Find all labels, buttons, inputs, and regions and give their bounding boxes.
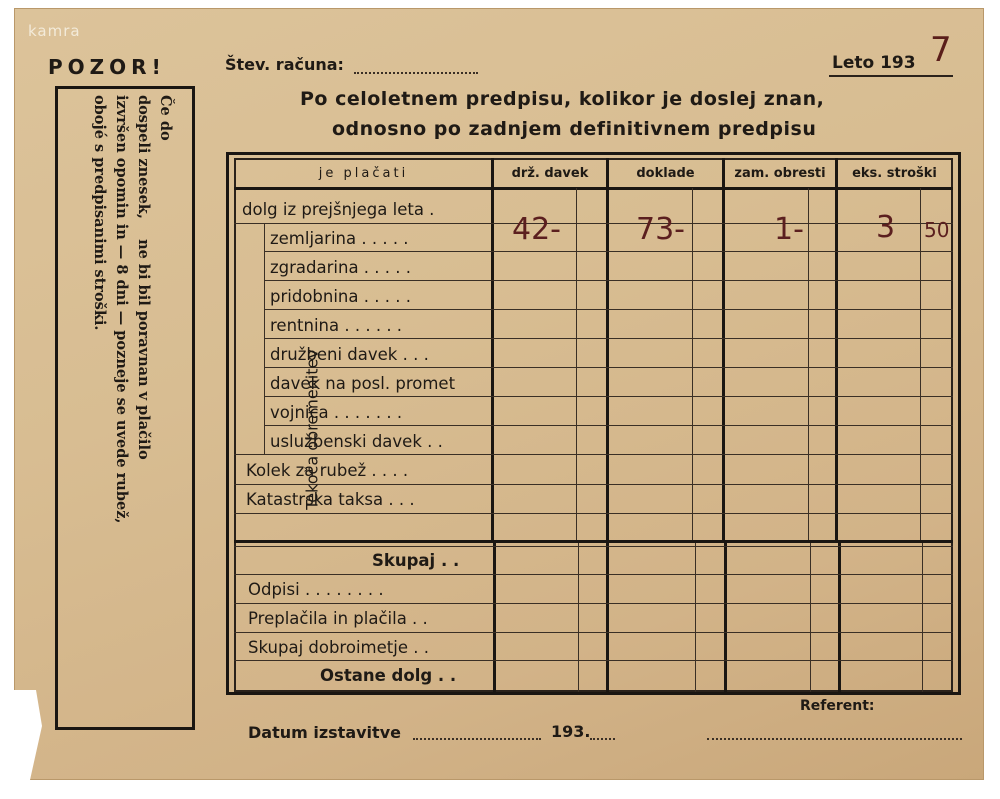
account-number-label: Štev. računa: [225,55,344,74]
col-header-doklade: doklade [636,166,695,181]
watermark-text: kamra [28,22,81,40]
row-rule [264,280,953,281]
row-rule [234,454,953,455]
column-divider [838,540,841,692]
col-header-je-placati: je plačati [318,166,409,181]
row-rule [234,513,953,514]
row-rule [264,251,953,252]
year-label: Leto 193 [832,53,916,73]
cents-divider [578,540,579,692]
issue-date-field[interactable] [413,738,541,740]
row-rule [264,425,953,426]
row-rule [234,546,953,547]
form-title-line1: Po celoletnem predpisu, kolikor je doslej znan, [300,88,825,110]
warning-title: POZOR! [48,55,166,79]
year-underline [829,75,953,77]
column-divider [491,158,494,540]
issue-date-label: Datum izstavitve [248,723,401,742]
row-rule [234,660,953,661]
referent-label: Referent: [800,698,875,714]
form-title-line2: odnosno po zadnjem definitivnem predpisu [332,118,817,140]
row-rentnina: rentnina . . . . . . [270,316,403,335]
row-usluzbenski-davek: uslužbenski davek . . [270,432,443,451]
handwritten-zam-obresti: 1- [774,212,804,247]
warning-text [88,95,176,725]
row-rule [234,603,953,604]
row-zemljarina: zemljarina . . . . . [270,229,409,248]
column-divider [722,158,725,540]
warning-box [55,86,195,730]
row-pridobnina: pridobnina . . . . . [270,287,411,306]
handwritten-eks-stroski-cents: 50 [924,218,950,242]
row-vojnica: vojnica . . . . . . . [270,403,403,422]
warning-line: obojé s predpisanimi stroški. [91,95,108,331]
row-rule [264,309,953,310]
handwritten-doklade: 73- [636,212,685,247]
row-druzbeni-davek: družbeni davek . . . [270,345,429,364]
issue-year-prefix: 193. [551,722,591,741]
row-zgradarina: zgradarina . . . . . [270,258,411,277]
handwritten-eks-stroski: 3 [876,210,896,245]
column-divider [724,540,727,692]
cents-divider [810,540,811,692]
account-number-field[interactable] [354,72,478,74]
handwritten-drz-davek: 42- [512,212,561,247]
cents-divider [808,188,809,540]
row-skupaj-dobroimetje: Skupaj dobroimetje . . [248,638,429,657]
row-skupaj: Skupaj . . [372,551,460,570]
issue-year-field[interactable] [590,738,615,740]
row-davek-posl-promet: davek na posl. promet [270,374,456,393]
row-rule [234,632,953,633]
row-rule [234,223,953,224]
row-rule [234,484,953,485]
warning-line: Če do [157,95,174,141]
column-divider [606,158,609,540]
row-ostane-dolg: Ostane dolg . . [320,666,457,685]
warning-line: izvršen opomin in — 8 dni — pozneje se uvede rubež, [113,95,130,524]
group-divider [264,224,265,454]
cents-divider [920,188,921,540]
row-rule [264,367,953,368]
row-rule [264,396,953,397]
column-divider [835,158,838,540]
row-preplacila: Preplačila in plačila . . [248,609,428,628]
row-odpisi: Odpisi . . . . . . . . [248,580,384,599]
row-prior-debt: dolg iz prejšnjega leta . [242,200,435,219]
column-divider [493,540,496,692]
row-kolek-za-rubez: Kolek za rubež . . . . [246,461,409,480]
referent-signature-field[interactable] [707,738,962,740]
row-rule [264,338,953,339]
row-rule [234,574,953,575]
cents-divider [922,540,923,692]
column-divider [606,540,609,692]
row-katastrska-taksa: Katastrska taksa . . . [246,490,415,509]
group-label-tekoca-obremenitev: Tekoča obremenitev [302,349,322,510]
year-handwritten: 7 [930,30,952,70]
col-header-drz-davek: drž. davek [511,166,589,181]
cents-divider [576,188,577,540]
cents-divider [695,540,696,692]
warning-line: dospeli znesek, ne bi bil poravnan v plačilo [135,95,152,460]
cents-divider [692,188,693,540]
col-header-eks-stroski: eks. stroški [852,166,937,181]
col-header-zam-obresti: zam. obresti [734,166,826,181]
section-rule [234,540,953,543]
